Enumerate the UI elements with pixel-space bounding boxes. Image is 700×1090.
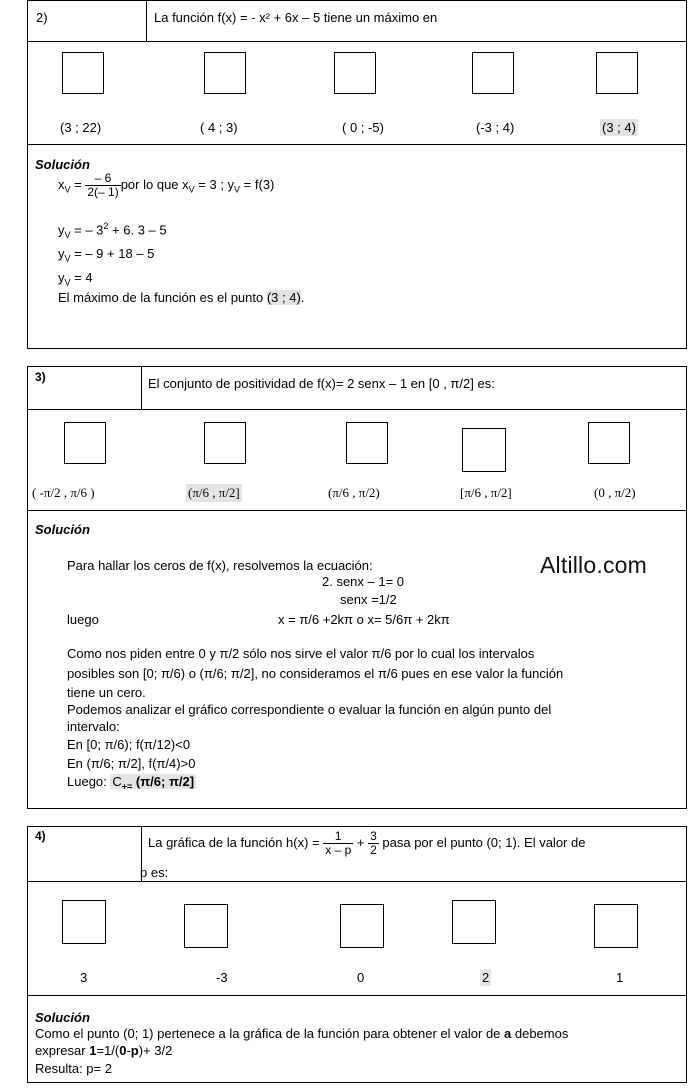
q2-option-1-label: (3 ; 22)	[60, 120, 102, 135]
q3-option-4-checkbox[interactable]	[462, 428, 506, 472]
q4-number: 4)	[35, 829, 46, 843]
q4-s2g: )+ 3/2	[138, 1043, 173, 1058]
q3-sol-para-3: tiene un cero.	[67, 685, 146, 700]
q4-s2c: =1/(	[96, 1043, 120, 1058]
q2-option-5-checkbox[interactable]	[596, 52, 638, 94]
q4-fraction-1	[323, 830, 353, 857]
q2-yv1-sub: V	[64, 229, 71, 240]
q2-xv-var: x	[58, 176, 65, 192]
q2-option-2-label: ( 4 ; 3)	[200, 120, 238, 135]
q4-frac2-den: 2	[370, 843, 377, 857]
q3-sol-line-4-eq: x = π/6 +2kπ o x= 5/6π + 2kπ	[278, 612, 450, 627]
q4-option-1-label: 3	[80, 970, 88, 985]
q2-xv-sub-2: V	[188, 184, 195, 195]
q2-conclusion-end: .	[300, 290, 305, 305]
q3-sol-para-2: posibles son [0; π/6) o (π/6; π/2], no consideramos el π/6 pues en ese valor la función	[67, 666, 564, 681]
q4-option-1-checkbox[interactable]	[62, 900, 106, 944]
q4-frac1-den: x – p	[325, 843, 352, 857]
q4-option-3-label: 0	[357, 970, 365, 985]
q3-sol-line-2: 2. senx – 1= 0	[322, 574, 405, 589]
q4-sol-line-3: Resulta: p= 2	[35, 1061, 112, 1076]
q3-option-2-checkbox[interactable]	[204, 422, 246, 464]
q2-xv-fraction	[85, 172, 120, 199]
q3-question: El conjunto de positividad de f(x)= 2 senx – 1 en [0 , π/2] es:	[148, 376, 495, 391]
q2-yv2-sub: V	[64, 253, 71, 264]
q4-option-3-checkbox[interactable]	[340, 904, 384, 948]
q3-sol-para-4: Podemos analizar el gráfico correspondiente o evaluar la función en algún punto del	[67, 702, 552, 717]
q2-conclusion-text: El máximo de la función es el punto	[58, 290, 267, 305]
q2-option-5-label-correct: (3 ; 4)	[602, 120, 636, 135]
q4-option-4-label-correct: 2	[482, 970, 490, 985]
q3-sol-line-4-label: luego	[67, 612, 99, 627]
q3-option-1-checkbox[interactable]	[64, 422, 106, 464]
q3-answer-highlight	[110, 774, 196, 792]
q4-fraction-2	[368, 830, 379, 857]
q4-option-2-checkbox[interactable]	[184, 904, 228, 948]
q2-xv-numerator: – 6	[85, 172, 120, 186]
q3-option-3-checkbox[interactable]	[346, 422, 388, 464]
q3-answer-interval: (π/6; π/2]	[132, 774, 195, 789]
q4-s1-end: debemos	[511, 1026, 569, 1041]
q3-answer-c: C	[112, 774, 122, 789]
watermark-logo: Altillo.com	[540, 552, 648, 578]
q3-option-4-label: [π/6 , π/2]	[460, 485, 512, 500]
q2-conclusion-point: (3 ; 4)	[266, 290, 301, 305]
q2-option-1-checkbox[interactable]	[62, 52, 104, 94]
q3-option-2-label-correct: (π/6 , π/2]	[188, 485, 240, 500]
q2-yv3-sub: V	[64, 277, 71, 288]
q4-sol-line-2	[35, 1043, 172, 1058]
q2-solution-xv-line	[58, 172, 274, 199]
q2-xv-denominator: 2(– 1)	[87, 185, 119, 199]
q4-frac2-num: 3	[370, 829, 377, 843]
q3-answer-prefix: Luego:	[67, 774, 111, 789]
q2-yv1-text: = – 3	[70, 222, 104, 238]
q3-option-1-label: ( -π/2 , π/6 )	[32, 485, 95, 500]
q2-option-3-label: ( 0 ; -5)	[342, 120, 384, 135]
q4-s2a: expresar	[35, 1043, 90, 1058]
q2-xv-sub: V	[64, 184, 71, 195]
q3-solution-title: Solución	[35, 522, 90, 537]
q4-question-b: pasa por el punto (0; 1). El valor de	[378, 834, 586, 850]
q4-frac1-num: 1	[323, 830, 353, 844]
q4-question-line	[148, 830, 585, 857]
q3-option-5-checkbox[interactable]	[588, 422, 630, 464]
q4-s2d: 0	[119, 1043, 127, 1058]
q2-yv1-rest: + 6. 3 – 5	[108, 222, 167, 238]
q3-sol-para-6: En [0; π/6); f(π/12)<0	[67, 737, 191, 752]
q4-solution-title: Solución	[35, 1010, 90, 1025]
q4-s1-bold: a	[504, 1026, 512, 1041]
q2-option-4-label: (-3 ; 4)	[476, 120, 515, 135]
q3-sol-answer	[67, 774, 196, 792]
q2-yv-sub: V	[234, 184, 241, 195]
q4-option-2-label: -3	[216, 970, 228, 985]
q3-answer-sub: +=	[121, 781, 133, 792]
q3-number: 3)	[35, 370, 46, 384]
q4-option-5-label: 1	[616, 970, 624, 985]
q4-s1-text: Como el punto (0; 1) pertenece a la gráfica de la función para obtener el valor de	[35, 1026, 505, 1041]
q3-sol-para-7: En (π/6; π/2], f(π/4)>0	[67, 756, 196, 771]
q2-option-3-checkbox[interactable]	[334, 52, 376, 94]
q2-xv-rest: por lo que x	[120, 176, 189, 192]
q2-yv2-text: = – 9 + 18 – 5	[70, 246, 155, 261]
q2-question: La función f(x) = - x² + 6x – 5 tiene un máximo en	[154, 10, 438, 25]
q3-option-3-label: (π/6 , π/2)	[328, 485, 380, 500]
q4-question-c: p es:	[140, 865, 169, 880]
q2-option-2-checkbox[interactable]	[204, 52, 246, 94]
q2-xv-rest-3: = f(3)	[240, 176, 275, 192]
q2-number: 2)	[36, 10, 48, 25]
q2-solution-conclusion	[58, 290, 304, 305]
q2-xv-rest-2: = 3 ; y	[194, 176, 235, 192]
q4-s2b: 1	[89, 1043, 97, 1058]
q2-xv-eq: =	[70, 176, 86, 192]
q4-option-5-checkbox[interactable]	[594, 904, 638, 948]
q3-sol-line-1: Para hallar los ceros de f(x), resolvemos la ecuación:	[67, 558, 373, 573]
q4-s2e: -	[126, 1043, 131, 1058]
q3-sol-line-3: senx =1/2	[340, 592, 397, 607]
q4-question-a: La gráfica de la función h(x) =	[148, 834, 324, 850]
q2-yv3-text: = 4	[70, 270, 93, 285]
q3-option-5-label: (0 , π/2)	[594, 485, 636, 500]
q3-sol-para-1: Como nos piden entre 0 y π/2 sólo nos sirve el valor π/6 por lo cual los intervalos	[67, 646, 535, 661]
q2-option-4-checkbox[interactable]	[472, 52, 514, 94]
q4-sol-line-1	[35, 1026, 568, 1041]
q2-solution-title: Solución	[35, 157, 90, 172]
q2-solution-yv-line-2: $y_V$ = – 9 + 18 – 5	[58, 246, 155, 264]
q4-s2f: p	[130, 1043, 139, 1058]
q3-sol-para-5: intervalo:	[67, 719, 120, 734]
q2-yv1-sup: 2	[103, 221, 109, 231]
q4-plus: +	[353, 834, 369, 850]
q2-solution-yv-line-3: $y_V = 4$	[58, 270, 93, 288]
q4-option-4-checkbox[interactable]	[452, 900, 496, 944]
q2-solution-yv-line-1: $y_V$ = – $3^2 + 6$. 3 – 5	[58, 221, 167, 240]
